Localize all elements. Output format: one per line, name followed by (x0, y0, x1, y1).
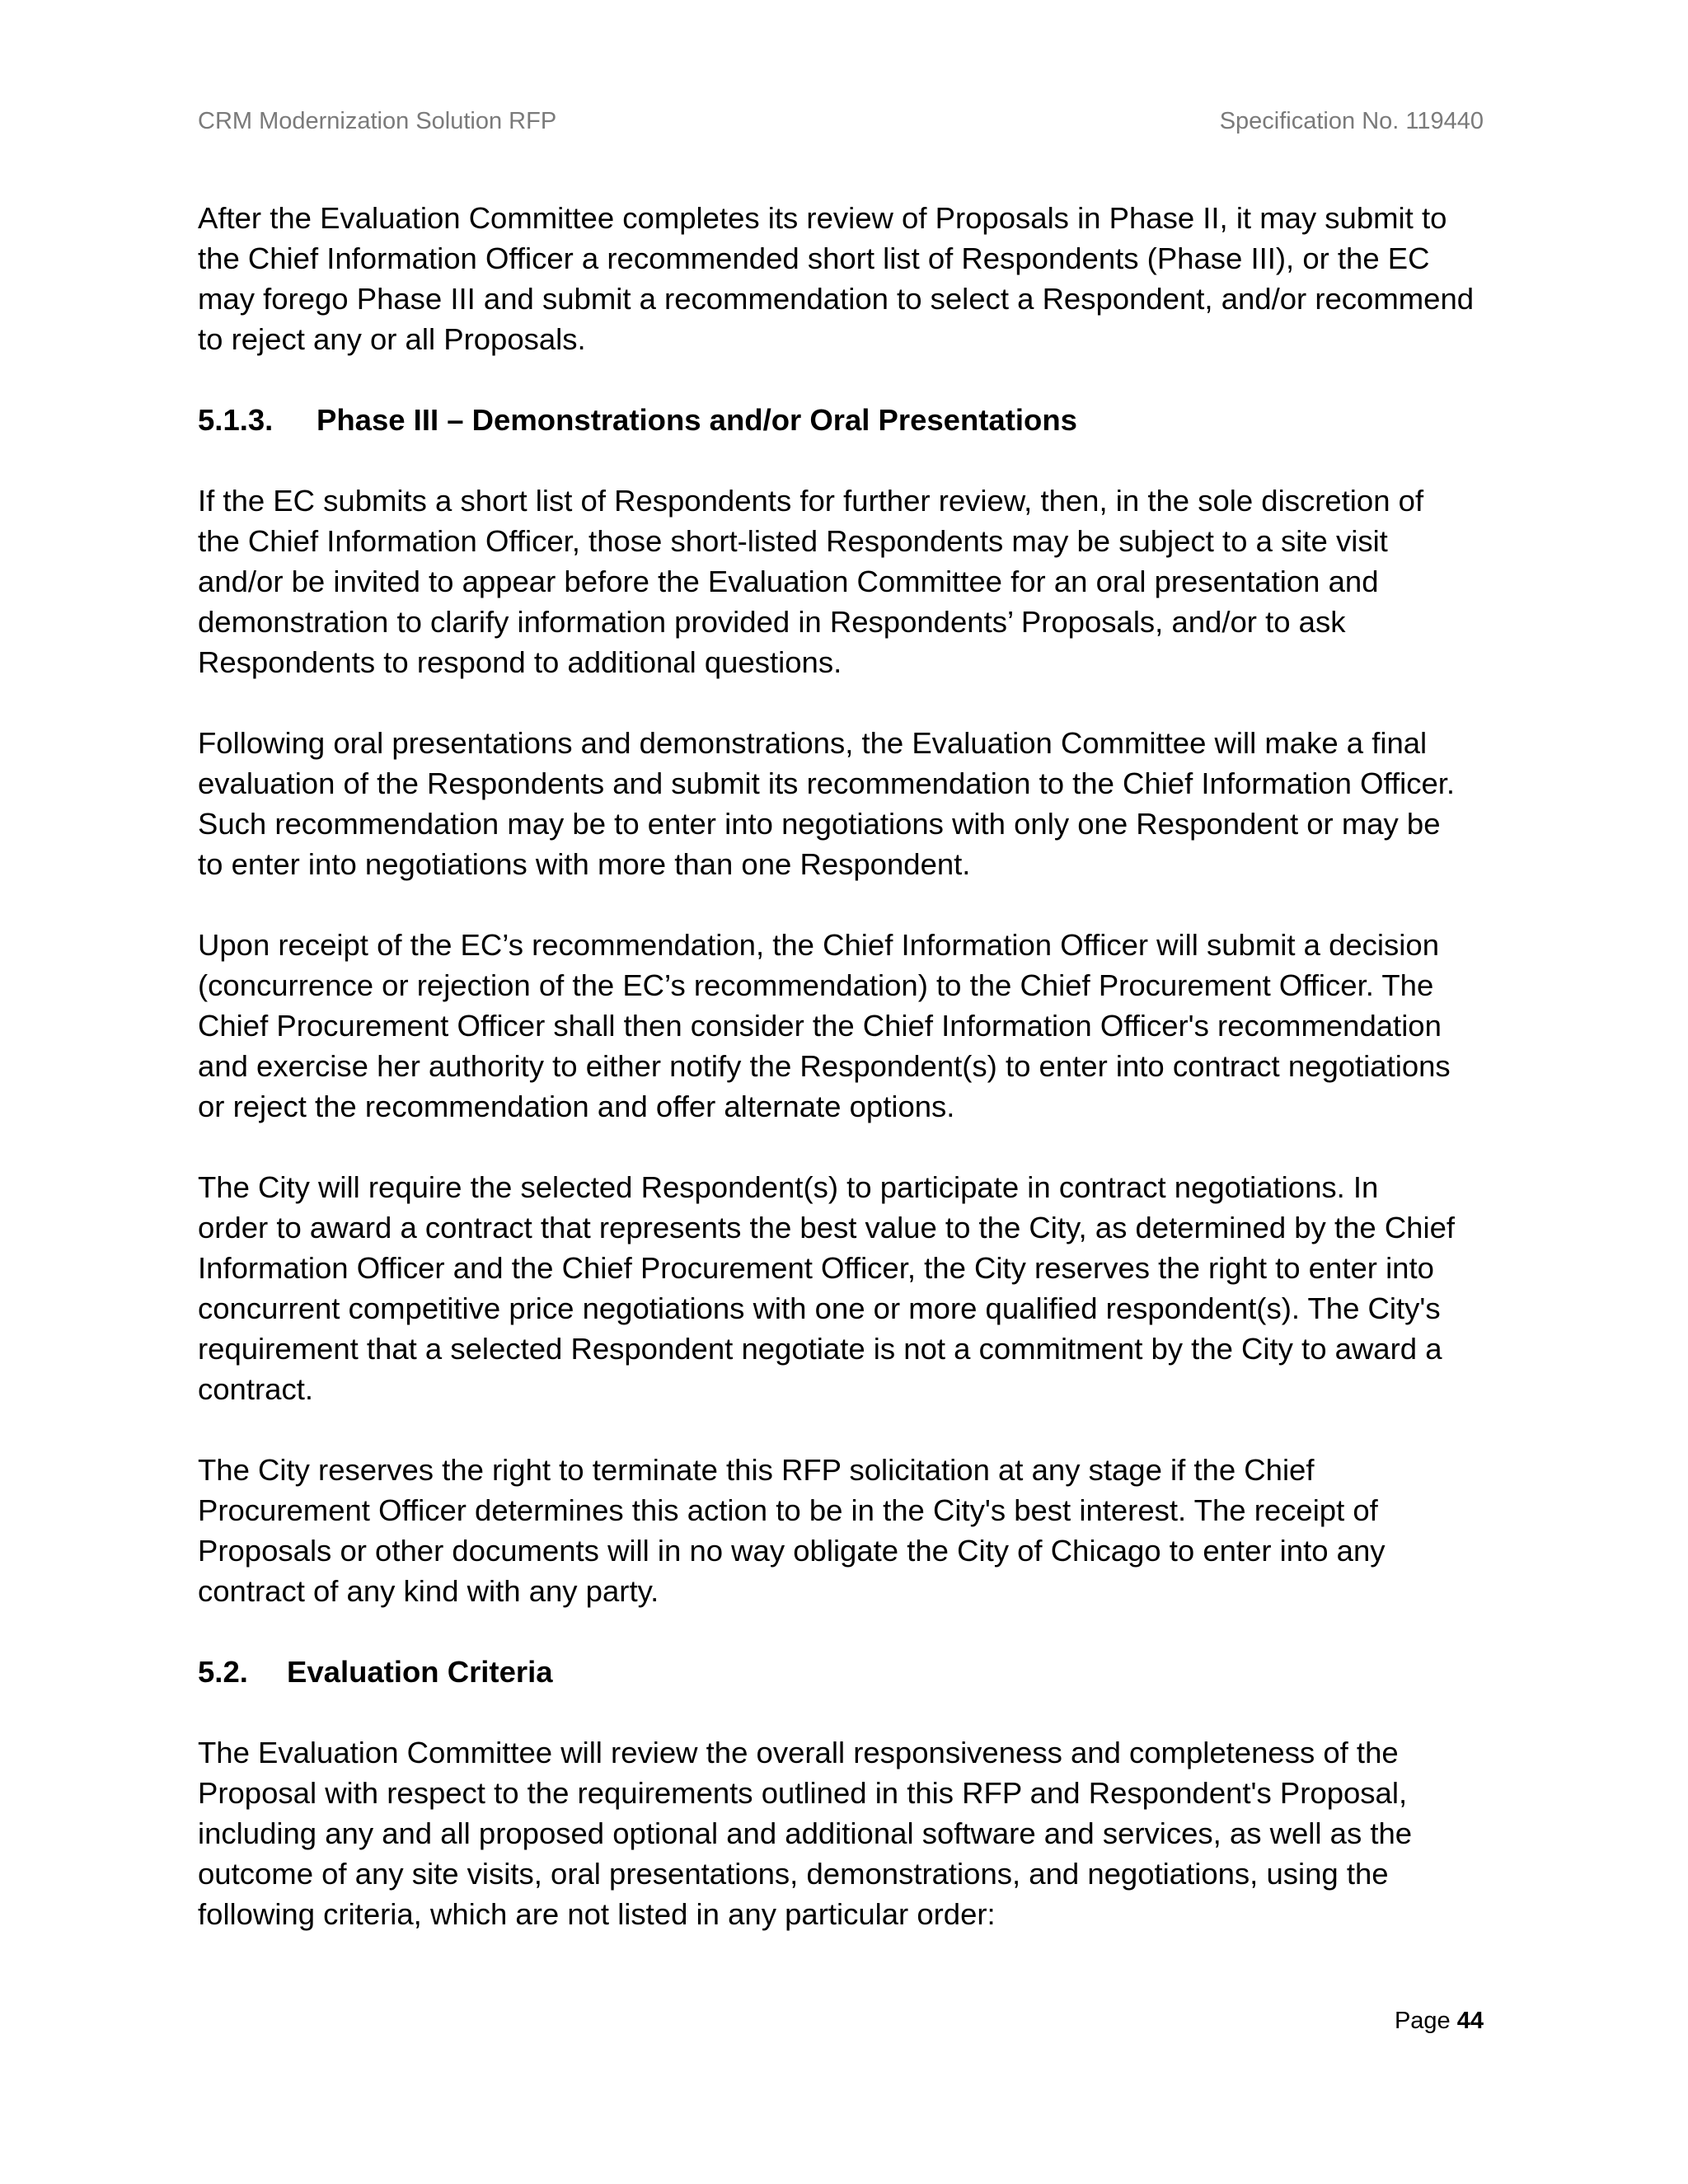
text-line: After the Evaluation Committee completes its review of Proposals in Phase II, it may submit to (198, 201, 1447, 235)
paragraph-evaluation-criteria (198, 1732, 1492, 1934)
text-line: (concurrence or rejection of the EC’s recommendation) to the Chief Procurement Officer. The (198, 968, 1434, 1002)
text-line: and/or be invited to appear before the Evaluation Committee for an oral presentation and (198, 565, 1379, 598)
page-header (198, 108, 1484, 144)
page-footer (1236, 2008, 1484, 2035)
section-heading-5-2 (198, 1652, 1492, 1692)
text-line: requirement that a selected Respondent negotiate is not a commitment by the City to award a (198, 1332, 1442, 1366)
paragraph-phase-ii-outcome (198, 198, 1492, 359)
header-specification-number: Specification No. 119440 (1219, 108, 1484, 134)
text-line: Proposal with respect to the requirements outlined in this RFP and Respondent's Proposal, (198, 1776, 1408, 1810)
text-line: the Chief Information Officer a recommended short list of Respondents (Phase III), or the EC (198, 241, 1430, 275)
text-line: to enter into negotiations with more than one Respondent. (198, 847, 971, 881)
paragraph-contract-negotiations (198, 1167, 1492, 1409)
text-line: the Chief Information Officer, those short-listed Respondents may be subject to a site visit (198, 524, 1388, 558)
page-label: Page (1394, 2008, 1451, 2034)
text-line: demonstration to clarify information provided in Respondents’ Proposals, and/or to ask (198, 605, 1346, 639)
section-number: 5.1.3. (198, 403, 274, 437)
text-line: and exercise her authority to either notify the Respondent(s) to enter into contract negotiations (198, 1049, 1451, 1083)
section-number: 5.2. (198, 1655, 248, 1689)
text-line: The Evaluation Committee will review the overall responsiveness and completeness of the (198, 1736, 1399, 1769)
text-line: to reject any or all Proposals. (198, 322, 586, 356)
text-line: concurrent competitive price negotiations with one or more qualified respondent(s). The City's (198, 1291, 1441, 1325)
text-line: may forego Phase III and submit a recommendation to select a Respondent, and/or recommend (198, 282, 1475, 316)
text-line: contract of any kind with any party. (198, 1574, 659, 1608)
header-document-title: CRM Modernization Solution RFP (198, 108, 557, 134)
text-line: If the EC submits a short list of Respondents for further review, then, in the sole discretion of (198, 484, 1424, 518)
paragraph-short-list (198, 480, 1492, 682)
text-line: Upon receipt of the EC’s recommendation, the Chief Information Officer will submit a decision (198, 928, 1439, 962)
text-line: Such recommendation may be to enter into negotiations with only one Respondent or may be (198, 807, 1441, 841)
text-line: order to award a contract that represents the best value to the City, as determined by the Chief (198, 1211, 1456, 1244)
text-line: The City reserves the right to terminate this RFP solicitation at any stage if the Chief (198, 1453, 1315, 1487)
text-line: evaluation of the Respondents and submit its recommendation to the Chief Information Officer. (198, 766, 1456, 800)
text-line: contract. (198, 1372, 313, 1406)
text-line: including any and all proposed optional and additional software and services, as well as the (198, 1816, 1413, 1850)
text-line: Proposals or other documents will in no way obligate the City of Chicago to enter into any (198, 1534, 1386, 1568)
paragraph-cio-decision (198, 925, 1492, 1127)
section-title: Evaluation Criteria (287, 1655, 553, 1689)
text-line: Chief Procurement Officer shall then consider the Chief Information Officer's recommendation (198, 1009, 1442, 1043)
section-title: Phase III – Demonstrations and/or Oral Presentations (316, 403, 1077, 437)
text-line: outcome of any site visits, oral presentations, demonstrations, and negotiations, using the (198, 1857, 1389, 1891)
text-line: The City will require the selected Respondent(s) to participate in contract negotiations. In (198, 1170, 1379, 1204)
text-line: Following oral presentations and demonstrations, the Evaluation Committee will make a final (198, 726, 1428, 760)
page-number: 44 (1456, 2008, 1484, 2034)
text-line: following criteria, which are not listed in any particular order: (198, 1897, 996, 1931)
text-line: Respondents to respond to additional questions. (198, 645, 842, 679)
section-heading-5-1-3 (198, 400, 1492, 440)
paragraph-termination-right (198, 1450, 1492, 1611)
text-line: or reject the recommendation and offer alternate options. (198, 1090, 955, 1123)
text-line: Procurement Officer determines this action to be in the City's best interest. The receipt of (198, 1493, 1378, 1527)
text-line: Information Officer and the Chief Procurement Officer, the City reserves the right to enter into (198, 1251, 1434, 1285)
paragraph-final-evaluation (198, 723, 1492, 884)
document-body (198, 198, 1492, 1975)
